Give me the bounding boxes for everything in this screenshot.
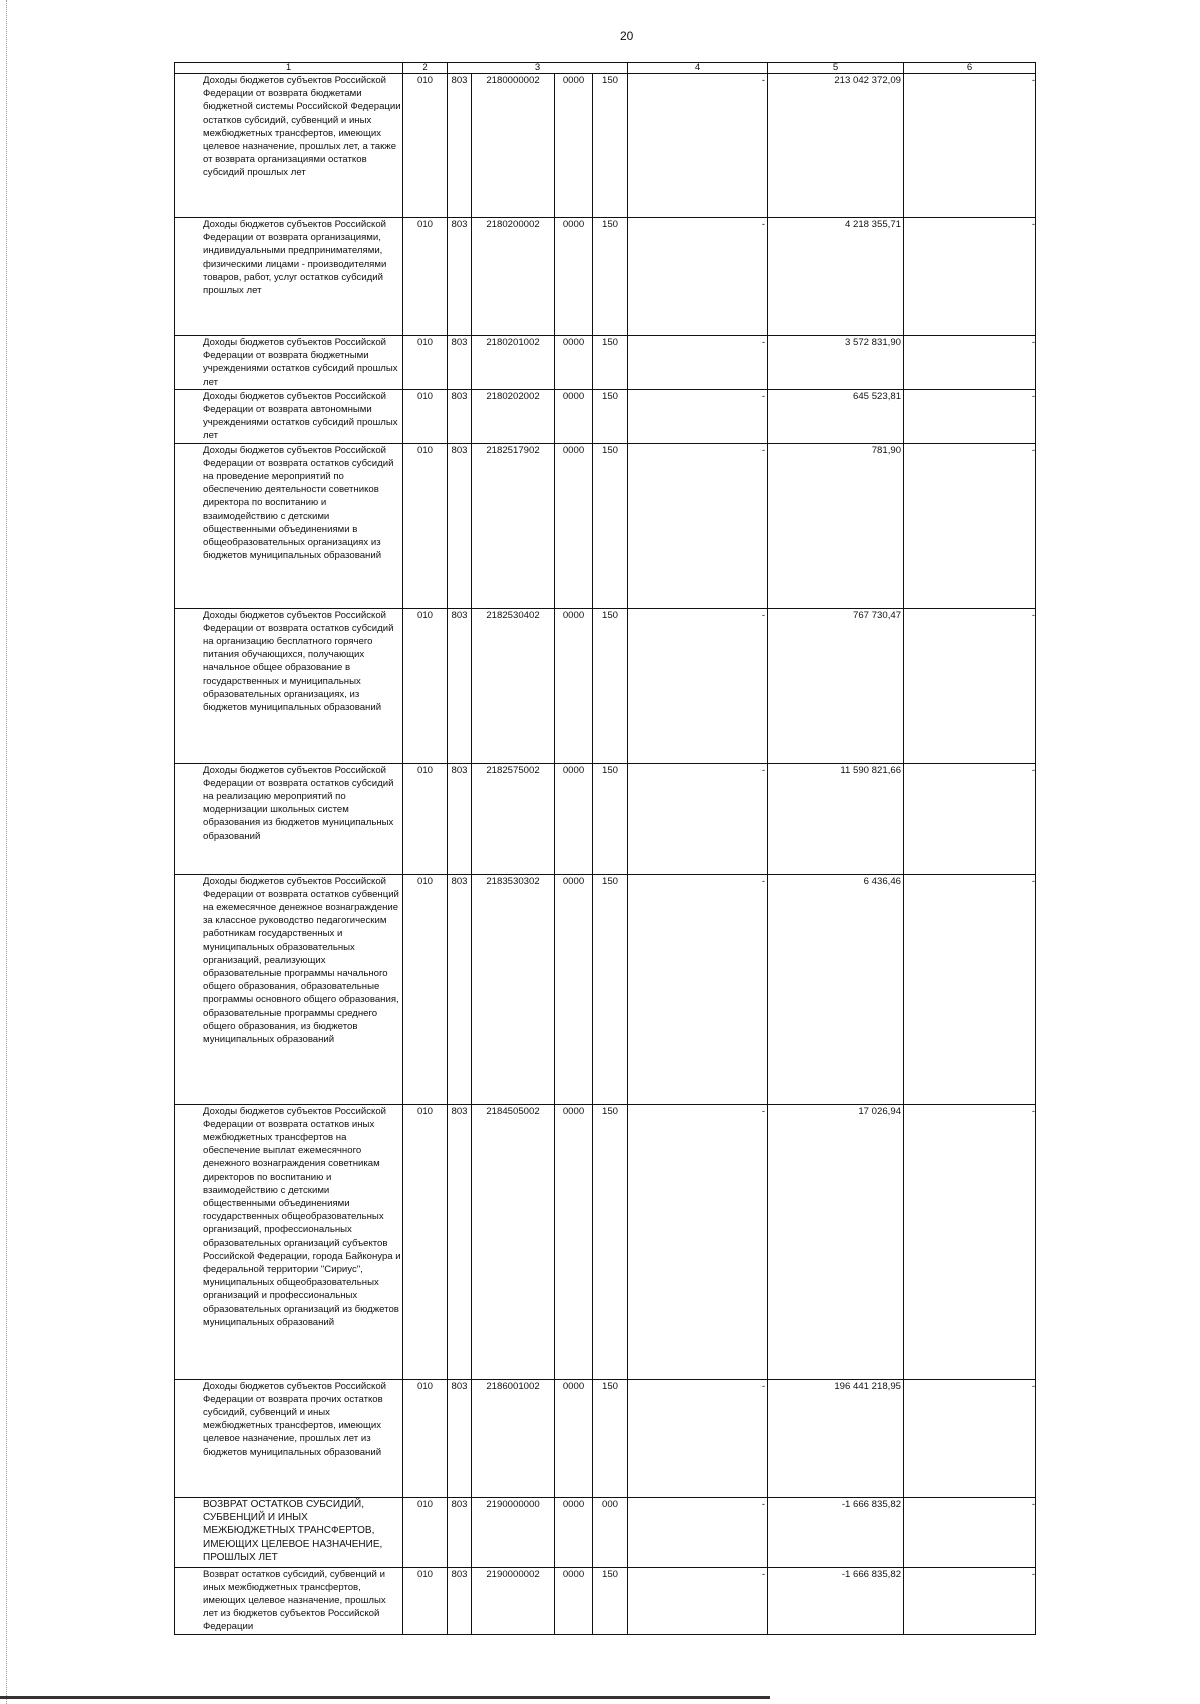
table-row bbox=[175, 218, 1036, 336]
cell-kosgu: 000 bbox=[593, 1497, 628, 1567]
cell-code: 2190000002 bbox=[472, 1567, 555, 1634]
header-col-5: 5 bbox=[768, 63, 904, 74]
cell-admin: 010 bbox=[403, 763, 448, 874]
cell-name: Доходы бюджетов субъектов Российской Федерации от возврата прочих остатков субсидий, субвенций и иных межбюджетных трансфертов, имеющих целевое назначение, прошлых лет из бюджетов муниципальных образований bbox=[175, 1379, 403, 1497]
cell-admin: 010 bbox=[403, 608, 448, 763]
cell-name: Доходы бюджетов субъектов Российской Федерации от возврата остатков субсидий на реализацию мероприятий по модернизации школьных систем образования из бюджетов муниципальных образований bbox=[175, 763, 403, 874]
cell-col6: - bbox=[904, 763, 1036, 874]
cell-col4: - bbox=[628, 1567, 768, 1634]
header-col-2: 2 bbox=[403, 63, 448, 74]
cell-kosgu: 150 bbox=[593, 443, 628, 608]
cell-sub: 0000 bbox=[555, 763, 593, 874]
cell-kosgu: 150 bbox=[593, 608, 628, 763]
table-row bbox=[175, 443, 1036, 608]
cell-col5: 11 590 821,66 bbox=[768, 763, 904, 874]
cell-sub: 0000 bbox=[555, 608, 593, 763]
cell-sub: 0000 bbox=[555, 1104, 593, 1379]
table-row bbox=[175, 389, 1036, 443]
cell-admin: 010 bbox=[403, 874, 448, 1104]
cell-col4: - bbox=[628, 74, 768, 218]
table-body bbox=[175, 74, 1036, 1635]
cell-sub: 0000 bbox=[555, 443, 593, 608]
table-row bbox=[175, 874, 1036, 1104]
cell-col6: - bbox=[904, 1104, 1036, 1379]
cell-kosgu: 150 bbox=[593, 874, 628, 1104]
cell-sub: 0000 bbox=[555, 336, 593, 390]
budget-revenue-table bbox=[174, 62, 1036, 1635]
cell-col4: - bbox=[628, 1379, 768, 1497]
cell-code: 2182575002 bbox=[472, 763, 555, 874]
cell-code: 2184505002 bbox=[472, 1104, 555, 1379]
cell-code: 2180201002 bbox=[472, 336, 555, 390]
cell-col5: 196 441 218,95 bbox=[768, 1379, 904, 1497]
cell-col4: - bbox=[628, 763, 768, 874]
cell-admin: 010 bbox=[403, 218, 448, 336]
cell-admin: 010 bbox=[403, 1379, 448, 1497]
table-row bbox=[175, 763, 1036, 874]
header-col-1: 1 bbox=[175, 63, 403, 74]
cell-col6: - bbox=[904, 336, 1036, 390]
cell-kosgu: 150 bbox=[593, 1379, 628, 1497]
cell-group: 803 bbox=[448, 874, 472, 1104]
cell-group: 803 bbox=[448, 763, 472, 874]
cell-admin: 010 bbox=[403, 1104, 448, 1379]
cell-col4: - bbox=[628, 874, 768, 1104]
cell-col5: -1 666 835,82 bbox=[768, 1567, 904, 1634]
cell-col5: 213 042 372,09 bbox=[768, 74, 904, 218]
cell-kosgu: 150 bbox=[593, 336, 628, 390]
cell-name: ВОЗВРАТ ОСТАТКОВ СУБСИДИЙ, СУБВЕНЦИЙ И ИНЫХ МЕЖБЮДЖЕТНЫХ ТРАНСФЕРТОВ, ИМЕЮЩИХ ЦЕЛЕВОЕ НАЗНАЧЕНИЕ, ПРОШЛЫХ ЛЕТ bbox=[175, 1497, 403, 1567]
cell-col5: -1 666 835,82 bbox=[768, 1497, 904, 1567]
cell-col6: - bbox=[904, 74, 1036, 218]
cell-col4: - bbox=[628, 608, 768, 763]
cell-code: 2180000002 bbox=[472, 74, 555, 218]
cell-admin: 010 bbox=[403, 336, 448, 390]
cell-col5: 3 572 831,90 bbox=[768, 336, 904, 390]
cell-group: 803 bbox=[448, 389, 472, 443]
cell-col4: - bbox=[628, 336, 768, 390]
cell-admin: 010 bbox=[403, 443, 448, 608]
cell-col6: - bbox=[904, 608, 1036, 763]
cell-kosgu: 150 bbox=[593, 218, 628, 336]
cell-admin: 010 bbox=[403, 74, 448, 218]
cell-col6: - bbox=[904, 1379, 1036, 1497]
cell-group: 803 bbox=[448, 218, 472, 336]
header-col-4: 4 bbox=[628, 63, 768, 74]
cell-name: Доходы бюджетов субъектов Российской Федерации от возврата остатков субвенций на ежемесячное денежное вознаграждение за классное руководство педагогическим работникам государственных и муниципальных образовательных организаций, реализующих образовательные программы начального общего образования, образовательные программы основного общего образования, образовательные программы среднего общего образования, из бюджетов муниципальных образований bbox=[175, 874, 403, 1104]
cell-group: 803 bbox=[448, 1379, 472, 1497]
scan-left-edge bbox=[6, 0, 7, 1704]
table-row bbox=[175, 1104, 1036, 1379]
cell-sub: 0000 bbox=[555, 74, 593, 218]
cell-admin: 010 bbox=[403, 1497, 448, 1567]
table-row bbox=[175, 1497, 1036, 1567]
cell-col5: 645 523,81 bbox=[768, 389, 904, 443]
cell-code: 2180200002 bbox=[472, 218, 555, 336]
cell-col6: - bbox=[904, 389, 1036, 443]
cell-code: 2180202002 bbox=[472, 389, 555, 443]
cell-col4: - bbox=[628, 1104, 768, 1379]
cell-col4: - bbox=[628, 1497, 768, 1567]
cell-code: 2183530302 bbox=[472, 874, 555, 1104]
cell-kosgu: 150 bbox=[593, 1104, 628, 1379]
cell-code: 2186001002 bbox=[472, 1379, 555, 1497]
cell-group: 803 bbox=[448, 336, 472, 390]
cell-col4: - bbox=[628, 218, 768, 336]
cell-name: Возврат остатков субсидий, субвенций и иных межбюджетных трансфертов, имеющих целевое назначение, прошлых лет из бюджетов субъектов Российской Федерации bbox=[175, 1567, 403, 1634]
cell-sub: 0000 bbox=[555, 874, 593, 1104]
cell-col6: - bbox=[904, 1497, 1036, 1567]
table-row bbox=[175, 336, 1036, 390]
cell-code: 2190000000 bbox=[472, 1497, 555, 1567]
cell-col5: 781,90 bbox=[768, 443, 904, 608]
header-col-3: 3 bbox=[448, 63, 628, 74]
cell-admin: 010 bbox=[403, 389, 448, 443]
cell-kosgu: 150 bbox=[593, 763, 628, 874]
cell-kosgu: 150 bbox=[593, 389, 628, 443]
cell-col5: 4 218 355,71 bbox=[768, 218, 904, 336]
cell-sub: 0000 bbox=[555, 218, 593, 336]
cell-group: 803 bbox=[448, 74, 472, 218]
header-row bbox=[175, 63, 1036, 74]
cell-sub: 0000 bbox=[555, 389, 593, 443]
cell-col5: 6 436,46 bbox=[768, 874, 904, 1104]
cell-group: 803 bbox=[448, 608, 472, 763]
cell-col5: 767 730,47 bbox=[768, 608, 904, 763]
cell-col6: - bbox=[904, 443, 1036, 608]
cell-group: 803 bbox=[448, 1567, 472, 1634]
cell-group: 803 bbox=[448, 1497, 472, 1567]
cell-name: Доходы бюджетов субъектов Российской Федерации от возврата остатков иных межбюджетных трансфертов на обеспечение выплат ежемесячного денежного вознаграждения советникам директоров по воспитанию и взаимодействию с детскими общественными объединениями государственных общеобразовательных организаций, профессиональных образовательных организаций субъектов Российской Федерации, города Байконура и федеральной территории "Сириус", муниципальных общеобразовательных организаций и профессиональных образовательных организаций из бюджетов муниципальных образований bbox=[175, 1104, 403, 1379]
cell-name: Доходы бюджетов субъектов Российской Федерации от возврата бюджетными учреждениями остатков субсидий прошлых лет bbox=[175, 336, 403, 390]
bottom-rule bbox=[0, 1696, 770, 1699]
cell-name: Доходы бюджетов субъектов Российской Федерации от возврата организациями, индивидуальными предпринимателями, физическими лицами - производителями товаров, работ, услуг остатков субсидий прошлых лет bbox=[175, 218, 403, 336]
cell-group: 803 bbox=[448, 1104, 472, 1379]
budget-table-wrapper bbox=[174, 62, 1035, 1635]
cell-group: 803 bbox=[448, 443, 472, 608]
cell-sub: 0000 bbox=[555, 1497, 593, 1567]
table-row bbox=[175, 74, 1036, 218]
cell-name: Доходы бюджетов субъектов Российской Федерации от возврата остатков субсидий на проведение мероприятий по обеспечению деятельности советников директора по воспитанию и взаимодействию с детскими общественными объединениями в общеобразовательных организациях из бюджетов муниципальных образований bbox=[175, 443, 403, 608]
cell-col4: - bbox=[628, 389, 768, 443]
page-number: 20 bbox=[620, 29, 634, 43]
table-row bbox=[175, 608, 1036, 763]
cell-code: 2182530402 bbox=[472, 608, 555, 763]
cell-col6: - bbox=[904, 874, 1036, 1104]
cell-kosgu: 150 bbox=[593, 74, 628, 218]
cell-admin: 010 bbox=[403, 1567, 448, 1634]
cell-code: 2182517902 bbox=[472, 443, 555, 608]
cell-col4: - bbox=[628, 443, 768, 608]
cell-sub: 0000 bbox=[555, 1379, 593, 1497]
cell-col6: - bbox=[904, 218, 1036, 336]
cell-name: Доходы бюджетов субъектов Российской Федерации от возврата бюджетами бюджетной системы Российской Федерации остатков субсидий, субвенций и иных межбюджетных трансфертов, имеющих целевое назначение, прошлых лет, а также от возврата организациями остатков субсидий прошлых лет bbox=[175, 74, 403, 218]
cell-name: Доходы бюджетов субъектов Российской Федерации от возврата автономными учреждениями остатков субсидий прошлых лет bbox=[175, 389, 403, 443]
cell-name: Доходы бюджетов субъектов Российской Федерации от возврата остатков субсидий на организацию бесплатного горячего питания обучающихся, получающих начальное общее образование в государственных и муниципальных образовательных организациях, из бюджетов муниципальных образований bbox=[175, 608, 403, 763]
table-row bbox=[175, 1567, 1036, 1634]
cell-col6: - bbox=[904, 1567, 1036, 1634]
table-row bbox=[175, 1379, 1036, 1497]
cell-kosgu: 150 bbox=[593, 1567, 628, 1634]
cell-col5: 17 026,94 bbox=[768, 1104, 904, 1379]
header-col-6: 6 bbox=[904, 63, 1036, 74]
cell-sub: 0000 bbox=[555, 1567, 593, 1634]
